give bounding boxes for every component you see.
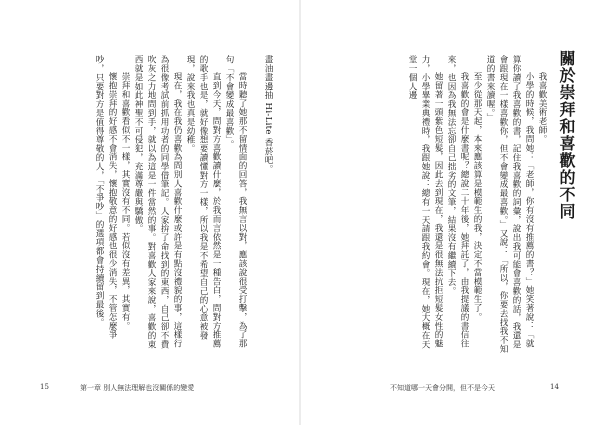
- running-footer-title: 不知道哪一天會分開，但不是今天: [390, 384, 495, 392]
- body-paragraph: 我喜歡的會是什麼書呢？總說二十年後，她拜託了，由我提議的書信往來，也因為我無法忘卻自己拙劣的文筆，結果沒有繼續下去。: [446, 55, 469, 349]
- running-footer-chapter: 第一章 別人無法理解也沒關係的變愛: [80, 384, 195, 392]
- body-paragraph: 當時聽了她那不留情面的回答，我無言以對，應該說很受打擊，為了那句「不會變成最喜歡」。: [224, 55, 247, 349]
- body-paragraph: 她留著一頭紫色短髮，因此去到現在，我還是很無法抗拒短髮女性的魅力，小學畢業典禮時，我跟她說：總有一天請跟我約會。現在，她大概在天堂一個人邊: [407, 55, 443, 349]
- right-page: [300, 0, 600, 425]
- body-paragraph: 直到今天，問對方喜歡讀什麼，於我而言依然是一種告白，問對方推薦的歌手也是，就好像想要讀懂對方一樣，所以我是不希望自己的心意被發現，說來我也真是幼稚。: [185, 55, 221, 349]
- body-paragraph: 我喜歡美術老師。: [537, 72, 547, 144]
- body-paragraph: 現在，我在我仍喜歡為問別人喜歡什麼或許是有點沒禮貌的事，這樣行為很像考試前抓用功者的同學借筆記。人家拚了命找到的東西，自己卻不費吹灰之力地問到手，就以為這是一件當然的事。對喜歡人家來說，喜歡的東西就是如此神聖不可侵犯，充滿尊嚴與驕傲。: [133, 55, 182, 349]
- page-number: 14: [550, 383, 559, 391]
- body-paragraph: 懷抱崇拜的好感不會消失，懷抱敬意的好感也很少消失，不管怎麼爭吵，只要對方是值得尊敬的人，「不爭吵」的選項都會持續留到最後。: [94, 55, 117, 340]
- body-paragraph: 畫油畫邊抽 Hi-Lite 香菸吧。: [263, 55, 273, 174]
- page-number: 15: [40, 383, 49, 391]
- body-paragraph: 小學的時候，我問她：「老師，你有沒有推薦的書？」她笑著說：「就算你讀了我喜歡的書，記住我喜歡的詞彙，說出我可能會喜歡的話，我還是會跟現在一樣喜歡你，但不會變成最喜歡。」又說：「所以，你要去找我不知道的書來讀喔。」: [485, 55, 534, 354]
- left-page-body: [48, 55, 274, 355]
- body-paragraph: 至少從那天起，本來應該算是模範生的我，決定不當模範生了。: [472, 72, 482, 322]
- body-paragraph: 崇拜和喜歡看似不一樣，其實沒有不同。若似沒有差異，其實有。: [120, 72, 130, 331]
- right-page-body: [332, 55, 548, 355]
- chapter-title: 關於崇拜和喜歡的不同: [557, 50, 576, 220]
